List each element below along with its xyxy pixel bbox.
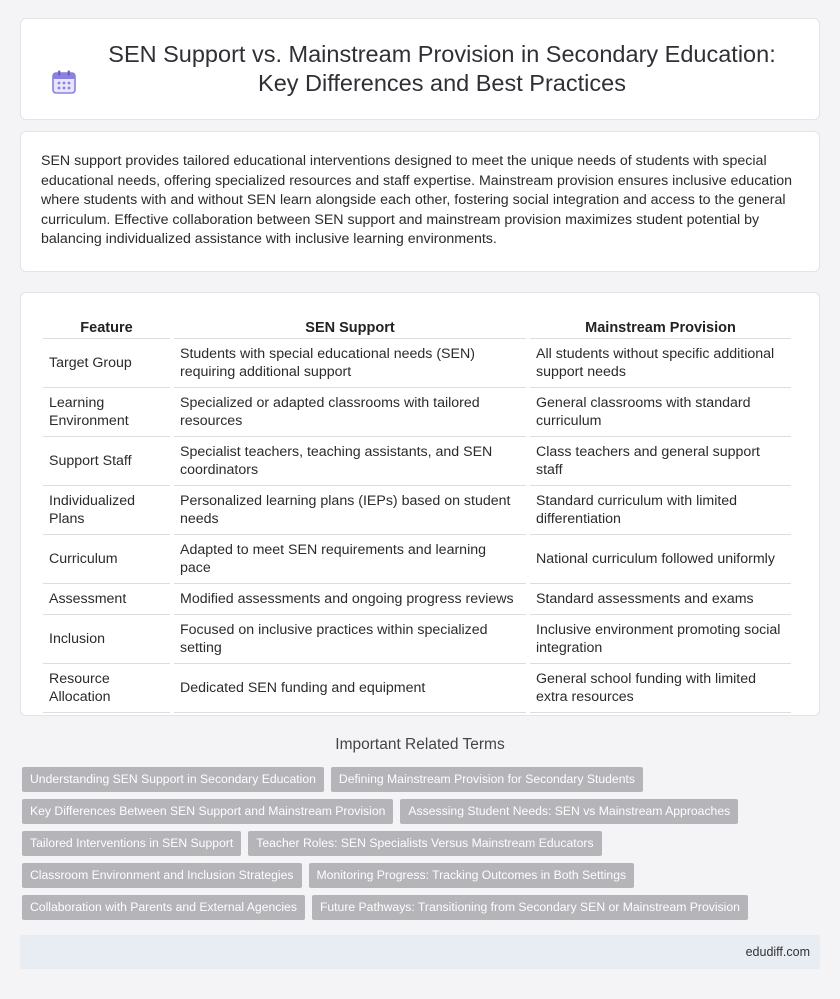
related-term-tag[interactable]: Understanding SEN Support in Secondary Education	[22, 767, 324, 792]
related-term-tag[interactable]: Future Pathways: Transitioning from Secondary SEN or Mainstream Provision	[312, 895, 748, 920]
table-row	[43, 339, 791, 388]
sen-cell: Dedicated SEN funding and equipment	[174, 664, 526, 713]
tag-row	[22, 831, 822, 856]
table-row	[43, 615, 791, 664]
sen-cell: Adapted to meet SEN requirements and learning pace	[174, 535, 526, 584]
sen-cell: Modified assessments and ongoing progress reviews	[174, 584, 526, 615]
related-terms-tags	[22, 767, 822, 927]
feature-cell: Target Group	[43, 339, 170, 388]
comparison-table-card	[20, 292, 820, 716]
calendar-icon	[50, 68, 78, 96]
table-row	[43, 388, 791, 437]
mainstream-cell: Class teachers and general support staff	[530, 437, 791, 486]
title-card	[20, 18, 820, 120]
feature-cell: Support Staff	[43, 437, 170, 486]
table-row	[43, 437, 791, 486]
feature-cell: Assessment	[43, 584, 170, 615]
related-term-tag[interactable]: Key Differences Between SEN Support and Mainstream Provision	[22, 799, 393, 824]
title-wrap	[50, 40, 790, 98]
sen-cell: Students with special educational needs (SEN) requiring additional support	[174, 339, 526, 388]
related-term-tag[interactable]: Monitoring Progress: Tracking Outcomes in Both Settings	[309, 863, 635, 888]
related-term-tag[interactable]: Teacher Roles: SEN Specialists Versus Mainstream Educators	[248, 831, 601, 856]
header-feature: Feature	[43, 313, 170, 339]
mainstream-cell: Inclusive environment promoting social integration	[530, 615, 791, 664]
mainstream-cell: All students without specific additional support needs	[530, 339, 791, 388]
related-term-tag[interactable]: Defining Mainstream Provision for Secondary Students	[331, 767, 643, 792]
related-terms-title: Important Related Terms	[335, 736, 505, 753]
header-sen-support: SEN Support	[174, 313, 526, 339]
intro-card	[20, 131, 820, 272]
sen-cell: Specialized or adapted classrooms with tailored resources	[174, 388, 526, 437]
feature-cell: Learning Environment	[43, 388, 170, 437]
mainstream-cell: General classrooms with standard curriculum	[530, 388, 791, 437]
tag-row	[22, 799, 822, 824]
mainstream-cell: Standard assessments and exams	[530, 584, 791, 615]
related-term-tag[interactable]: Collaboration with Parents and External Agencies	[22, 895, 305, 920]
table-header-row	[43, 313, 791, 339]
sen-cell: Specialist teachers, teaching assistants, and SEN coordinators	[174, 437, 526, 486]
page-title: SEN Support vs. Mainstream Provision in Secondary Education: Key Differences and Best Practices	[108, 41, 776, 96]
related-term-tag[interactable]: Assessing Student Needs: SEN vs Mainstream Approaches	[400, 799, 738, 824]
feature-cell: Inclusion	[43, 615, 170, 664]
tag-row	[22, 863, 822, 888]
sen-cell: Focused on inclusive practices within specialized setting	[174, 615, 526, 664]
table-row	[43, 584, 791, 615]
mainstream-cell: General school funding with limited extra resources	[530, 664, 791, 713]
comparison-table	[39, 313, 795, 713]
tag-row	[22, 895, 822, 920]
tag-row	[22, 767, 822, 792]
related-term-tag[interactable]: Tailored Interventions in SEN Support	[22, 831, 241, 856]
footer-site-link[interactable]: edudiff.com	[745, 945, 810, 959]
table-row	[43, 486, 791, 535]
mainstream-cell: Standard curriculum with limited differentiation	[530, 486, 791, 535]
feature-cell: Resource Allocation	[43, 664, 170, 713]
intro-paragraph: SEN support provides tailored educational interventions designed to meet the unique needs of students with special educational needs, offering specialized resources and staff expertise. Mainstream provision ensures inclusive education where students with and without SEN learn alongside each other, fostering social integration and access to the general curriculum. Effective collaboration between SEN support and mainstream provision maximizes student potential by balancing individualized assistance with inclusive learning environments.	[41, 153, 793, 248]
feature-cell: Curriculum	[43, 535, 170, 584]
table-row	[43, 664, 791, 713]
header-mainstream-provision: Mainstream Provision	[530, 313, 791, 339]
feature-cell: Individualized Plans	[43, 486, 170, 535]
related-term-tag[interactable]: Classroom Environment and Inclusion Strategies	[22, 863, 302, 888]
mainstream-cell: National curriculum followed uniformly	[530, 535, 791, 584]
sen-cell: Personalized learning plans (IEPs) based on student needs	[174, 486, 526, 535]
table-row	[43, 535, 791, 584]
footer	[20, 935, 820, 969]
